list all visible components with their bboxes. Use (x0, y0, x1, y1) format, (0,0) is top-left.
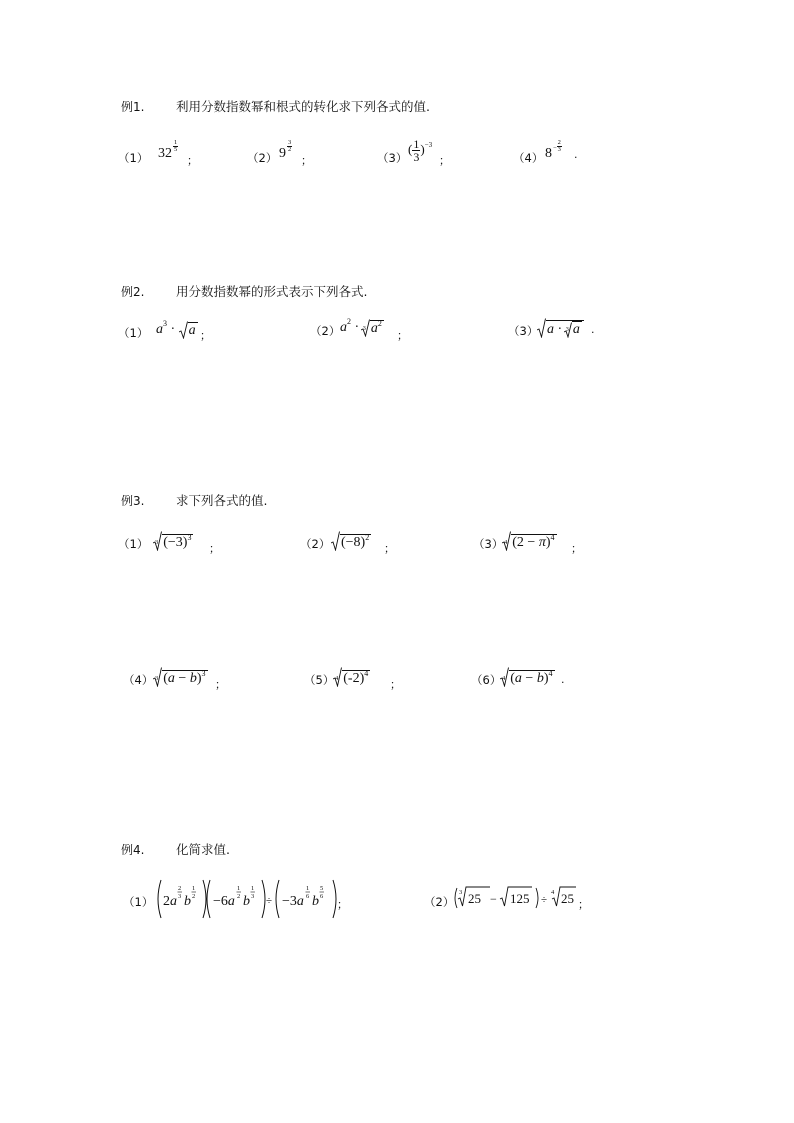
semicolon: ； (439, 154, 450, 167)
semicolon: ； (571, 542, 582, 555)
example-3-label: 例3. (121, 494, 145, 508)
semicolon: ； (397, 329, 408, 342)
svg-text:5: 5 (320, 885, 324, 892)
item-number: （1） (118, 326, 149, 340)
math-expression: 32 $\frac{1}{5}$ (158, 138, 178, 161)
svg-text:b: b (243, 894, 250, 909)
item-number: （4） (123, 673, 154, 687)
item-number: （3） (377, 151, 408, 165)
fraction-power-expression (155, 876, 343, 922)
math-expression: $(-8)^2$ (331, 531, 371, 551)
svg-text:1: 1 (237, 885, 241, 892)
item-number: （3） (508, 324, 539, 338)
svg-text:3: 3 (251, 893, 255, 900)
math-expression: 3 $(-3)^3$ (155, 532, 192, 550)
period: . (561, 673, 565, 686)
math-expression: 3 $(a - b)^3$ (155, 668, 206, 686)
radical-expression (452, 884, 580, 912)
math-expression (155, 876, 343, 926)
svg-text:−6a: −6a (213, 894, 235, 909)
svg-text:−: − (490, 892, 497, 906)
math-expression: $a^3$ · a (156, 319, 196, 338)
svg-text:2: 2 (237, 893, 241, 900)
item-number: （4） (513, 151, 544, 165)
math-expression: 8− $\frac{2}{3}$ (545, 138, 561, 161)
example-2-label: 例2. (121, 285, 145, 299)
svg-text:÷: ÷ (541, 894, 548, 906)
period: . (574, 148, 578, 161)
svg-text:3: 3 (459, 889, 463, 896)
math-expression: 4 $(-2)^4$ (335, 668, 369, 686)
item-number: （2） (424, 895, 455, 909)
math-expression: 4 $(2 - \pi)^4$ (504, 532, 555, 550)
math-expression: ( $\frac{1}{3}$ )$^{-3}$ (408, 137, 433, 164)
svg-text:25: 25 (468, 891, 481, 906)
math-expression: 9 $\frac{3}{2}$ (279, 138, 292, 161)
semicolon: ； (384, 542, 395, 555)
svg-text:2: 2 (192, 893, 196, 900)
example-4-title: 化简求值. (176, 842, 230, 857)
example-2-title: 用分数指数幂的形式表示下列各式. (176, 284, 368, 299)
semicolon: ； (209, 542, 220, 555)
svg-text:125: 125 (510, 891, 530, 906)
svg-text:b: b (184, 894, 191, 909)
period: . (591, 323, 595, 336)
svg-text:÷: ÷ (266, 895, 273, 907)
semicolon: ； (301, 154, 312, 167)
math-expression: $a^2$ · 3 $a^2$ (340, 317, 382, 336)
svg-text:1: 1 (306, 885, 310, 892)
example-4-label: 例4. (121, 843, 145, 857)
item-number: （1） (123, 895, 154, 909)
svg-text:6: 6 (320, 893, 324, 900)
semicolon: ； (578, 898, 589, 911)
math-expression: a · 3 a (537, 318, 584, 338)
example-1-label: 例1. (121, 100, 145, 114)
math-expression: 4 $(a - b)^4$ (502, 668, 553, 686)
item-number: （1） (118, 537, 149, 551)
svg-text:b: b (312, 894, 319, 909)
item-number: （2） (310, 324, 341, 338)
item-number: （6） (471, 673, 502, 687)
item-number: （1） (118, 151, 149, 165)
svg-text:2a: 2a (163, 894, 177, 909)
semicolon: ； (187, 154, 198, 167)
semicolon: ； (337, 898, 348, 911)
item-number: （2） (247, 151, 278, 165)
example-3-title: 求下列各式的值. (176, 493, 268, 508)
svg-text:25: 25 (561, 891, 574, 906)
math-expression (452, 884, 580, 916)
svg-text:4: 4 (551, 889, 555, 896)
svg-text:1: 1 (192, 885, 196, 892)
example-1-title: 利用分数指数幂和根式的转化求下列各式的值. (176, 99, 430, 114)
item-number: （2） (300, 537, 331, 551)
semicolon: ； (215, 678, 226, 691)
svg-text:2: 2 (178, 885, 182, 892)
svg-text:6: 6 (306, 893, 310, 900)
semicolon: ； (200, 329, 211, 342)
svg-text:3: 3 (178, 893, 182, 900)
item-number: （5） (304, 673, 335, 687)
svg-text:1: 1 (251, 885, 255, 892)
item-number: （3） (473, 537, 504, 551)
semicolon: ； (390, 678, 401, 691)
svg-text:−3a: −3a (282, 894, 304, 909)
